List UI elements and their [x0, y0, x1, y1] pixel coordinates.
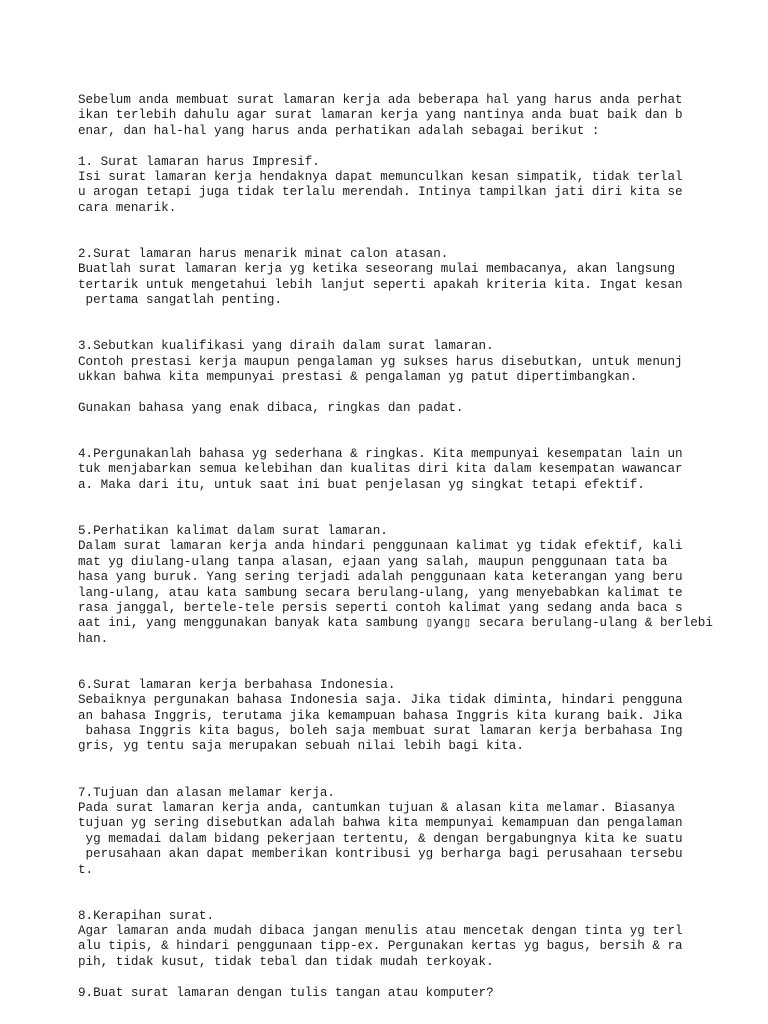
text-line: gris, yg tentu saja merupakan sebuah nilai lebih bagi kita.: [78, 739, 524, 754]
text-line: enar, dan hal-hal yang harus anda perhatikan adalah sebagai berikut :: [78, 123, 600, 138]
text-line: ikan terlebih dahulu agar surat lamaran kerja yang nantinya anda buat baik dan b: [78, 108, 683, 123]
text-line: [78, 493, 758, 508]
text-line: [78, 324, 758, 339]
text-line: 5.Perhatikan kalimat dalam surat lamaran.: [78, 523, 388, 538]
text-line: [78, 232, 758, 247]
text-line: 8.Kerapihan surat.: [78, 908, 215, 923]
text-line: Agar lamaran anda mudah dibaca jangan menulis atau mencetak dengan tinta yg terl: [78, 924, 683, 939]
text-line: 7.Tujuan dan alasan melamar kerja.: [78, 785, 335, 800]
text-line: [78, 308, 758, 323]
text-line: alu tipis, & hindari penggunaan tipp-ex. Pergunakan kertas yg bagus, bersih & ra: [78, 939, 683, 954]
text-line: han.: [78, 631, 109, 646]
text-line: lang-ulang, atau kata sambung secara berulang-ulang, yang menyebabkan kalimat te: [78, 585, 683, 600]
text-line: Sebaiknya pergunakan bahasa Indonesia saja. Jika tidak diminta, hindari pengguna: [78, 693, 683, 708]
text-line: 3.Sebutkan kualifikasi yang diraih dalam surat lamaran.: [78, 339, 494, 354]
text-line: Dalam surat lamaran kerja anda hindari penggunaan kalimat yg tidak efektif, kali: [78, 539, 683, 554]
text-line: 6.Surat lamaran kerja berbahasa Indonesia.: [78, 677, 396, 692]
text-line: ukkan bahwa kita mempunyai prestasi & pengalaman yg patut dipertimbangkan.: [78, 370, 638, 385]
text-line: [78, 432, 758, 447]
text-line: tuk menjabarkan semua kelebihan dan kualitas diri kita dalam kesempatan wawancar: [78, 462, 683, 477]
text-line: [78, 878, 758, 893]
text-line: [78, 662, 758, 677]
text-line: pih, tidak kusut, tidak tebal dan tidak mudah terkoyak.: [78, 954, 494, 969]
text-line: t.: [78, 862, 94, 877]
text-line: tertarik untuk mengetahui lebih lanjut seperti apakah kriteria kita. Ingat kesan: [78, 277, 683, 292]
text-line: Buatlah surat lamaran kerja yg ketika seseorang mulai membacanya, akan langsung: [78, 262, 676, 277]
text-line: Isi surat lamaran kerja hendaknya dapat memunculkan kesan simpatik, tidak terlal: [78, 169, 683, 184]
text-line: Sebelum anda membuat surat lamaran kerja ada beberapa hal yang harus anda perhat: [78, 93, 683, 107]
text-line: [78, 385, 758, 400]
text-line: aat ini, yang menggunakan banyak kata sambung ▯yang▯ secara berulang-ulang & berlebi: [78, 616, 713, 631]
text-line: hasa yang buruk. Yang sering terjadi adalah penggunaan kata keterangan yang beru: [78, 570, 683, 585]
text-line: yg memadai dalam bidang pekerjaan tertentu, & dengan bergabungnya kita ke suatu: [78, 831, 683, 846]
text-line: [78, 893, 758, 908]
text-line: Gunakan bahasa yang enak dibaca, ringkas dan padat.: [78, 400, 464, 415]
text-line: Pada surat lamaran kerja anda, cantumkan tujuan & alasan kita melamar. Biasanya: [78, 800, 676, 815]
text-line: [78, 647, 758, 662]
text-line: [78, 770, 758, 785]
document-text: [78, 93, 758, 1001]
text-line: cara menarik.: [78, 200, 177, 215]
text-line: [78, 216, 758, 231]
text-line: tujuan yg sering disebutkan adalah bahwa kita mempunyai kemampuan dan pengalaman: [78, 816, 683, 831]
text-line: an bahasa Inggris, terutama jika kemampuan bahasa Inggris kita kurang baik. Jika: [78, 708, 683, 723]
text-line: u arogan tetapi juga tidak terlalu merendah. Intinya tampilkan jati diri kita se: [78, 185, 683, 200]
text-line: bahasa Inggris kita bagus, boleh saja membuat surat lamaran kerja berbahasa Ing: [78, 724, 683, 739]
text-line: [78, 416, 758, 431]
text-line: 2.Surat lamaran harus menarik minat calon atasan.: [78, 246, 449, 261]
text-line: perusahaan akan dapat memberikan kontribusi yg berharga bagi perusahaan tersebu: [78, 847, 683, 862]
text-line: 4.Pergunakanlah bahasa yg sederhana & ringkas. Kita mempunyai kesempatan lain un: [78, 446, 683, 461]
text-line: a. Maka dari itu, untuk saat ini buat penjelasan yg singkat tetapi efektif.: [78, 477, 645, 492]
text-line: 1. Surat lamaran harus Impresif.: [78, 154, 320, 169]
text-line: [78, 970, 758, 985]
text-line: Contoh prestasi kerja maupun pengalaman yg sukses harus disebutkan, untuk menunj: [78, 354, 683, 369]
text-line: rasa janggal, bertele-tele persis seperti contoh kalimat yang sedang anda baca s: [78, 600, 683, 615]
text-line: [78, 755, 758, 770]
text-line: pertama sangatlah penting.: [78, 293, 283, 308]
text-line: [78, 509, 758, 524]
text-line: [78, 139, 758, 154]
text-line: mat yg diulang-ulang tanpa alasan, ejaan yang salah, maupun penggunaan tata ba: [78, 554, 668, 569]
text-line: 9.Buat surat lamaran dengan tulis tangan atau komputer?: [78, 985, 494, 1000]
